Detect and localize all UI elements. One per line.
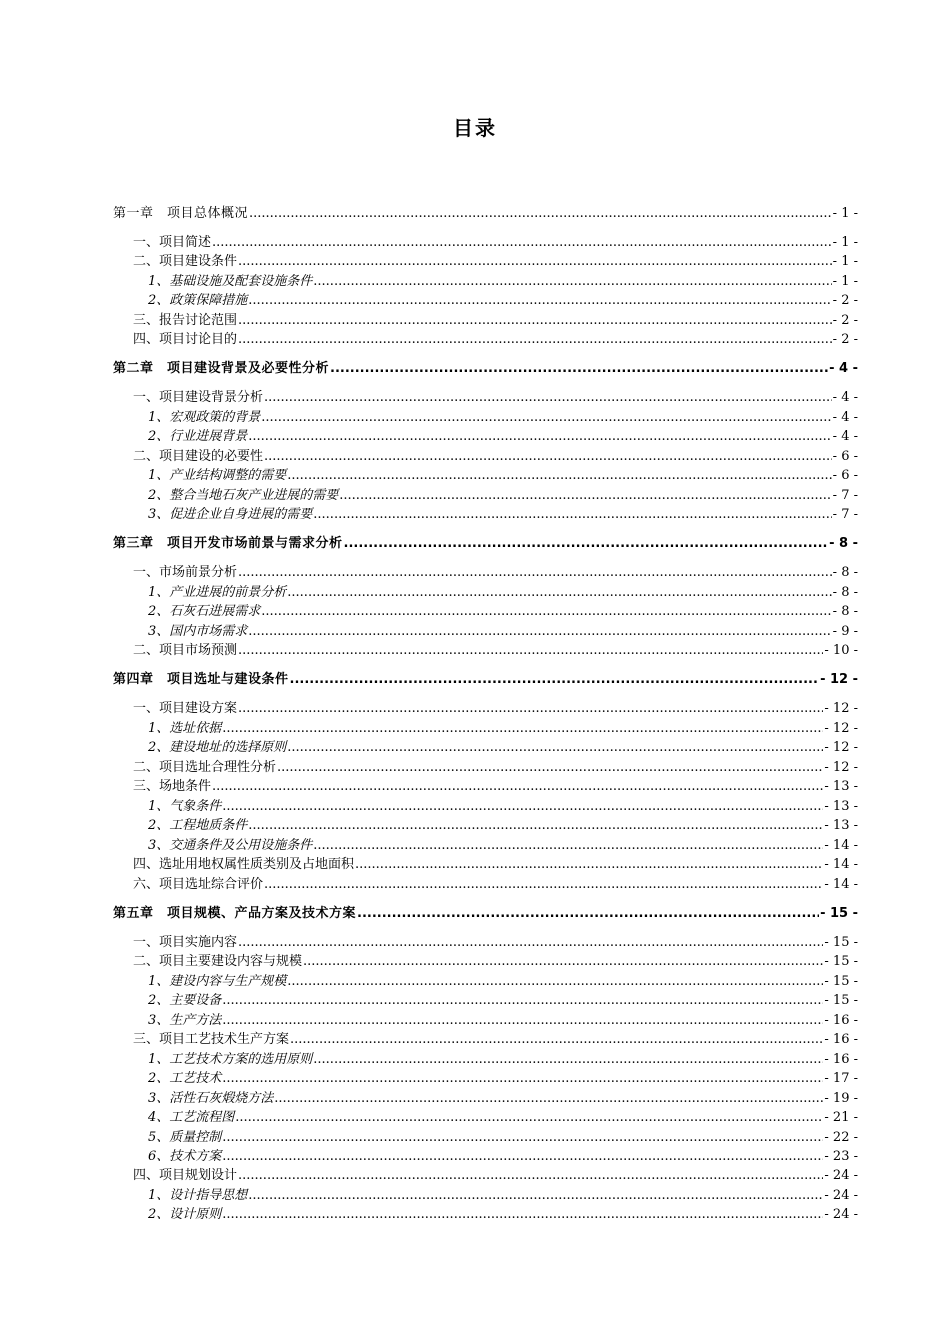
toc-entry[interactable] — [113, 668, 858, 687]
toc-entry-label: 四、项目规划设计 — [133, 1168, 238, 1183]
toc-entry[interactable] — [113, 639, 858, 658]
toc-dot-leader — [238, 565, 832, 580]
toc-page-number: - 2 - — [832, 332, 858, 347]
toc-entry-label: 2、设计原则 — [148, 1207, 222, 1222]
toc-page-number: - 24 - — [824, 1168, 858, 1183]
toc-dot-leader — [235, 1110, 823, 1125]
toc-page-number: - 8 - — [832, 565, 858, 580]
toc-dot-leader — [261, 604, 831, 619]
toc-entry[interactable] — [113, 231, 858, 250]
toc-entry-label: 1、产业结构调整的需要 — [148, 468, 287, 483]
toc-page-number: - 1 - — [832, 206, 858, 221]
toc-entry-label: 第五章 项目规模、产品方案及技术方案 — [113, 906, 357, 921]
toc-dot-leader — [222, 993, 823, 1008]
toc-page-number: - 2 - — [832, 293, 858, 308]
toc-entry[interactable] — [113, 1203, 858, 1222]
toc-page-number: - 4 - — [832, 429, 858, 444]
toc-entry[interactable] — [113, 931, 858, 950]
toc-page-number: - 1 - — [832, 235, 858, 250]
toc-dot-leader — [313, 838, 823, 853]
toc-entry[interactable] — [113, 834, 858, 853]
toc-dot-leader — [248, 624, 831, 639]
toc-entry[interactable] — [113, 1126, 858, 1145]
toc-entry[interactable] — [113, 1009, 858, 1028]
toc-title: 目录 — [453, 116, 497, 140]
toc-entry[interactable] — [113, 250, 858, 269]
toc-page-number: - 23 - — [824, 1149, 858, 1164]
toc-dot-leader — [287, 974, 823, 989]
toc-dot-leader — [264, 877, 823, 892]
toc-entry-label: 2、工艺技术 — [148, 1071, 222, 1086]
toc-entry-label: 一、项目建设背景分析 — [133, 390, 264, 405]
toc-entry-label: 4、工艺流程图 — [148, 1110, 235, 1125]
toc-entry-label: 2、整合当地石灰产业进展的需要 — [148, 488, 339, 503]
toc-dot-leader — [222, 721, 823, 736]
toc-page-number: - 12 - — [824, 740, 858, 755]
toc-dot-leader — [261, 410, 831, 425]
toc-page-number: - 4 - — [832, 410, 858, 425]
toc-entry[interactable] — [113, 357, 858, 376]
toc-dot-leader — [212, 779, 823, 794]
toc-entry-label: 二、项目选址合理性分析 — [133, 760, 277, 775]
toc-dot-leader — [287, 468, 831, 483]
toc-entry[interactable] — [113, 1145, 858, 1164]
toc-page-number: - 24 - — [824, 1188, 858, 1203]
toc-entry-label: 1、选址依据 — [148, 721, 222, 736]
toc-entry-label: 1、建设内容与生产规模 — [148, 974, 287, 989]
toc-dot-leader — [222, 1013, 823, 1028]
toc-entry[interactable] — [113, 697, 858, 716]
toc-entry[interactable] — [113, 775, 858, 794]
toc-entry[interactable] — [113, 736, 858, 755]
toc-entry-label: 6、技术方案 — [148, 1149, 222, 1164]
toc-dot-leader — [238, 332, 832, 347]
toc-entry-label: 一、项目实施内容 — [133, 935, 238, 950]
toc-entry-label: 一、项目建设方案 — [133, 701, 238, 716]
toc-entry[interactable] — [113, 795, 858, 814]
toc-page-number: - 2 - — [832, 313, 858, 328]
toc-entry[interactable] — [113, 532, 858, 551]
toc-entry-label: 第一章 项目总体概况 — [113, 206, 249, 221]
toc-page-number: - 15 - — [824, 974, 858, 989]
toc-dot-leader — [313, 274, 831, 289]
toc-entry[interactable] — [113, 289, 858, 308]
toc-entry-label: 一、市场前景分析 — [133, 565, 238, 580]
toc-page-number: - 14 - — [824, 877, 858, 892]
toc-entry-label: 二、项目建设的必要性 — [133, 449, 264, 464]
toc-dot-leader — [222, 799, 823, 814]
toc-page-number: - 12 - — [820, 672, 858, 687]
toc-page-number: - 16 - — [824, 1052, 858, 1067]
toc-page-number: - 22 - — [824, 1130, 858, 1145]
toc-dot-leader — [248, 1188, 823, 1203]
toc-page-number: - 16 - — [824, 1013, 858, 1028]
toc-page-number: - 7 - — [832, 488, 858, 503]
toc-entry[interactable] — [113, 1164, 858, 1183]
toc-dot-leader — [287, 585, 831, 600]
toc-page-number: - 4 - — [829, 361, 858, 376]
toc-dot-leader — [330, 361, 828, 376]
toc-page-number: - 8 - — [829, 536, 858, 551]
toc-dot-leader — [222, 1071, 823, 1086]
toc-page-number: - 6 - — [832, 449, 858, 464]
toc-page-number: - 24 - — [824, 1207, 858, 1222]
toc-entry-label: 一、项目简述 — [133, 235, 212, 250]
toc-page-number: - 12 - — [824, 721, 858, 736]
toc-entry[interactable] — [113, 873, 858, 892]
toc-page-number: - 12 - — [824, 760, 858, 775]
toc-dot-leader — [222, 1207, 823, 1222]
toc-entry[interactable] — [113, 853, 858, 872]
toc-dot-leader — [274, 1091, 823, 1106]
toc-dot-leader — [212, 235, 832, 250]
toc-dot-leader — [238, 643, 823, 658]
toc-entry[interactable] — [113, 1087, 858, 1106]
toc-dot-leader — [264, 390, 832, 405]
toc-entry-label: 2、工程地质条件 — [148, 818, 248, 833]
toc-dot-leader — [277, 760, 823, 775]
toc-page-number: - 9 - — [832, 624, 858, 639]
toc-dot-leader — [248, 293, 831, 308]
toc-dot-leader — [290, 672, 820, 687]
toc-entry[interactable] — [113, 309, 858, 328]
toc-entry[interactable] — [113, 386, 858, 405]
toc-page-number: - 4 - — [832, 390, 858, 405]
toc-entry-label: 1、宏观政策的背景 — [148, 410, 261, 425]
toc-entry-label: 三、项目工艺技术生产方案 — [133, 1032, 290, 1047]
toc-page-number: - 8 - — [832, 585, 858, 600]
toc-entry-label: 1、产业进展的前景分析 — [148, 585, 287, 600]
toc-dot-leader — [238, 313, 832, 328]
toc-entry-label: 二、项目主要建设内容与规模 — [133, 954, 303, 969]
toc-entry-label: 四、项目讨论目的 — [133, 332, 238, 347]
toc-entry[interactable] — [113, 425, 858, 444]
toc-entry[interactable] — [113, 1028, 858, 1047]
toc-entry[interactable] — [113, 484, 858, 503]
toc-entry-label: 1、基础设施及配套设施条件 — [148, 274, 313, 289]
toc-dot-leader — [249, 206, 832, 221]
toc-dot-leader — [238, 1168, 823, 1183]
toc-page-number: - 16 - — [824, 1032, 858, 1047]
toc-dot-leader — [238, 254, 832, 269]
toc-entry[interactable] — [113, 1067, 858, 1086]
toc-entry-label: 3、活性石灰煅烧方法 — [148, 1091, 274, 1106]
toc-page-number: - 15 - — [824, 954, 858, 969]
toc-page-number: - 14 - — [824, 857, 858, 872]
toc-entry[interactable] — [113, 600, 858, 619]
toc-page-number: - 1 - — [832, 274, 858, 289]
toc-page-number: - 13 - — [824, 799, 858, 814]
toc-dot-leader — [290, 1032, 823, 1047]
toc-entry[interactable] — [113, 620, 858, 639]
toc-entry-label: 二、项目建设条件 — [133, 254, 238, 269]
toc-page-number: - 8 - — [832, 604, 858, 619]
toc-entry[interactable] — [113, 902, 858, 921]
toc-page-number: - 12 - — [824, 701, 858, 716]
toc-dot-leader — [238, 935, 823, 950]
toc-dot-leader — [222, 1130, 823, 1145]
toc-entry[interactable] — [113, 717, 858, 736]
toc-page-number: - 6 - — [832, 468, 858, 483]
toc-dot-leader — [313, 1052, 823, 1067]
toc-page-number: - 21 - — [824, 1110, 858, 1125]
toc-entry[interactable] — [113, 406, 858, 425]
toc-entry-label: 1、工艺技术方案的选用原则 — [148, 1052, 313, 1067]
toc-dot-leader — [355, 857, 823, 872]
toc-dot-leader — [248, 429, 831, 444]
toc-entry[interactable] — [113, 970, 858, 989]
toc-entry-label: 3、生产方法 — [148, 1013, 222, 1028]
toc-entry-label: 第四章 项目选址与建设条件 — [113, 672, 289, 687]
toc-entry[interactable] — [113, 202, 858, 221]
toc-entry-label: 三、报告讨论范围 — [133, 313, 238, 328]
toc-entry[interactable] — [113, 328, 858, 347]
toc-entry[interactable] — [113, 950, 858, 969]
toc-page-number: - 15 - — [820, 906, 858, 921]
toc-entry[interactable] — [113, 1184, 858, 1203]
toc-entry[interactable] — [113, 989, 858, 1008]
toc-entry[interactable] — [113, 445, 858, 464]
toc-entry-label: 2、主要设备 — [148, 993, 222, 1008]
toc-dot-leader — [238, 701, 823, 716]
toc-entry-label: 第二章 项目建设背景及必要性分析 — [113, 361, 330, 376]
toc-entry[interactable] — [113, 581, 858, 600]
toc-entry-label: 二、项目市场预测 — [133, 643, 238, 658]
toc-page-number: - 13 - — [824, 818, 858, 833]
toc-entry-label: 三、场地条件 — [133, 779, 212, 794]
toc-entry-label: 2、建设地址的选择原则 — [148, 740, 287, 755]
toc-entry-label: 2、石灰石进展需求 — [148, 604, 261, 619]
toc-entry-label: 5、质量控制 — [148, 1130, 222, 1145]
toc-dot-leader — [344, 536, 829, 551]
toc-entry-label: 四、选址用地权属性质类别及占地面积 — [133, 857, 355, 872]
toc-entry-label: 2、政策保障措施 — [148, 293, 248, 308]
toc-entry-label: 3、促进企业自身进展的需要 — [148, 507, 313, 522]
toc-dot-leader — [287, 740, 823, 755]
toc-page-number: - 19 - — [824, 1091, 858, 1106]
toc-page-number: - 7 - — [832, 507, 858, 522]
toc-entry[interactable] — [113, 814, 858, 833]
toc-dot-leader — [222, 1149, 823, 1164]
toc-entry[interactable] — [113, 464, 858, 483]
toc-entry-label: 1、设计指导思想 — [148, 1188, 248, 1203]
toc-page-number: - 15 - — [824, 993, 858, 1008]
toc-entry[interactable] — [113, 561, 858, 580]
toc-page-number: - 10 - — [824, 643, 858, 658]
toc-page-number: - 1 - — [832, 254, 858, 269]
toc-entry[interactable] — [113, 270, 858, 289]
toc-entry[interactable] — [113, 1106, 858, 1125]
toc-dot-leader — [248, 818, 823, 833]
toc-entry-label: 第三章 项目开发市场前景与需求分析 — [113, 536, 343, 551]
toc-entry-label: 3、交通条件及公用设施条件 — [148, 838, 313, 853]
toc-dot-leader — [339, 488, 831, 503]
toc-entry[interactable] — [113, 1048, 858, 1067]
toc-page-number: - 13 - — [824, 779, 858, 794]
toc-page-number: - 14 - — [824, 838, 858, 853]
toc-entry-label: 3、国内市场需求 — [148, 624, 248, 639]
toc-dot-leader — [313, 507, 831, 522]
toc-dot-leader — [357, 906, 819, 921]
toc-entry-label: 六、项目选址综合评价 — [133, 877, 264, 892]
toc-entry[interactable] — [113, 756, 858, 775]
toc-dot-leader — [264, 449, 832, 464]
toc-entry-label: 2、行业进展背景 — [148, 429, 248, 444]
toc-entry[interactable] — [113, 503, 858, 522]
toc-entry-label: 1、气象条件 — [148, 799, 222, 814]
toc-dot-leader — [303, 954, 823, 969]
toc-page-number: - 17 - — [824, 1071, 858, 1086]
toc-page-number: - 15 - — [824, 935, 858, 950]
